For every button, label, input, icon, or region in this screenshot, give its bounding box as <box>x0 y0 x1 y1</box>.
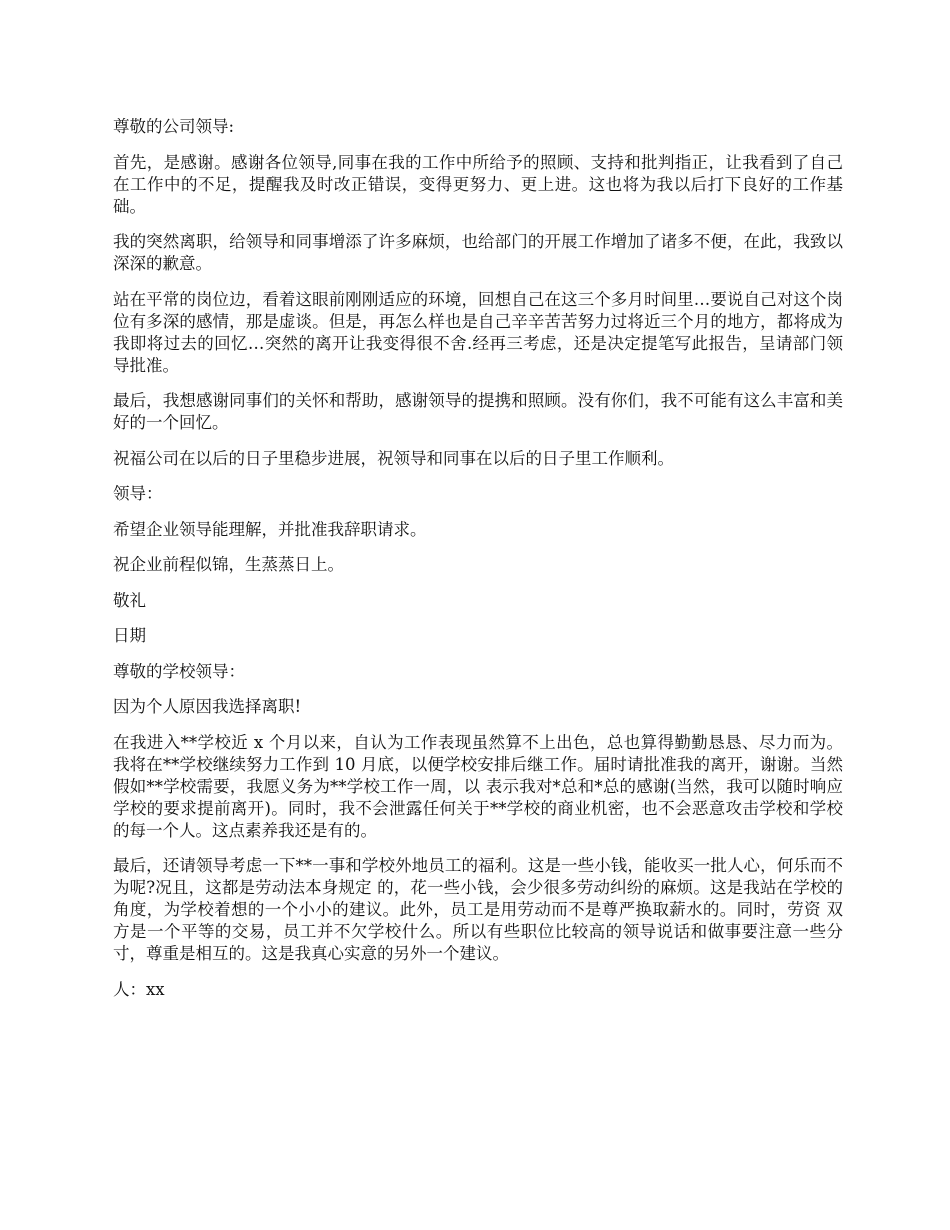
salutation-school: 尊敬的学校领导： <box>113 661 245 681</box>
paragraph-school-work: 在我进入**学校近 x 个月以来，自认为工作表现虽然算不上出色，总也算得勤勤恳恳、尽力而为。 我将在**学校继续努力工作到 10 月底，以便学校安排后继工作。届时请批准我的离开，谢谢。当然假如**学校需要，我愿义务为**学校工作一周，以 表示我对*总和*总的感谢(当然，我可以随时响应学校的要求提前离开)。同时，我不会泄露任何关于**学校的商业机密，也不会恶意攻击学校和学校 的每一个人。这点素养我还是有的。 <box>113 732 843 840</box>
date-line: 日期 <box>113 626 146 645</box>
paragraph-reason: 因为个人原因我选择离职! <box>113 697 302 716</box>
closing-regards: 敬礼 <box>113 590 146 610</box>
signature-line: 人：xx <box>113 979 165 999</box>
paragraph-request: 希望企业领导能理解，并批准我辞职请求。 <box>113 519 427 539</box>
document-body <box>113 116 843 1014</box>
salutation-leader: 领导： <box>113 484 163 503</box>
paragraph-gratitude: 最后，我想感谢同事们的关怀和帮助，感谢领导的提携和照顾。没有你们，我不可能有这么丰富和美好的一个回忆。 <box>113 391 843 432</box>
paragraph-thanks: 首先，是感谢。感谢各位领导,同事在我的工作中所给予的照顾、支持和批判指正，让我看到了自己在工作中的不足，提醒我及时改正错误，变得更努力、更上进。这也将为我以后打下良好的工作基础。 <box>113 152 843 216</box>
paragraph-blessing: 祝福公司在以后的日子里稳步进展，祝领导和同事在以后的日子里工作顺利。 <box>113 448 674 468</box>
paragraph-wish: 祝企业前程似锦，生蒸蒸日上。 <box>113 555 344 574</box>
salutation-company: 尊敬的公司领导: <box>113 117 235 136</box>
paragraph-suggestion: 最后，还请领导考虑一下**一事和学校外地员工的福利。这是一些小钱，能收买一批人心，何乐而不为呢?况且，这都是劳动法本身规定 的，花一些小钱，会少很多劳动纠纷的麻烦。这是我站在学校的角度，为学校着想的一个小小的建议。此外，员工是用劳动而不是尊严换取薪水的。同时，劳资 双方是一个平等的交易，员工并不欠学校什么。所以有些职位比较高的领导说话和做事要注意一些分寸，尊重是相互的。这是我真心实意的另外一个建议。 <box>113 856 843 963</box>
paragraph-apology: 我的突然离职，给领导和同事增添了许多麻烦，也给部门的开展工作增加了诸多不便，在此，我致以深深的歉意。 <box>113 232 843 273</box>
paragraph-reflection: 站在平常的岗位边，看着这眼前刚刚适应的环境，回想自己在这三个多月时间里…要说自己对这个岗位有多深的感情，那是虚谈。但是，再怎么样也是自己辛辛苦苦努力过将近三个月的地方，都将成为我即将过去的回忆…突然的离开让我变得很不舍.经再三考虑，还是决定提笔写此报告，呈请部门领导批准。 <box>113 289 843 375</box>
